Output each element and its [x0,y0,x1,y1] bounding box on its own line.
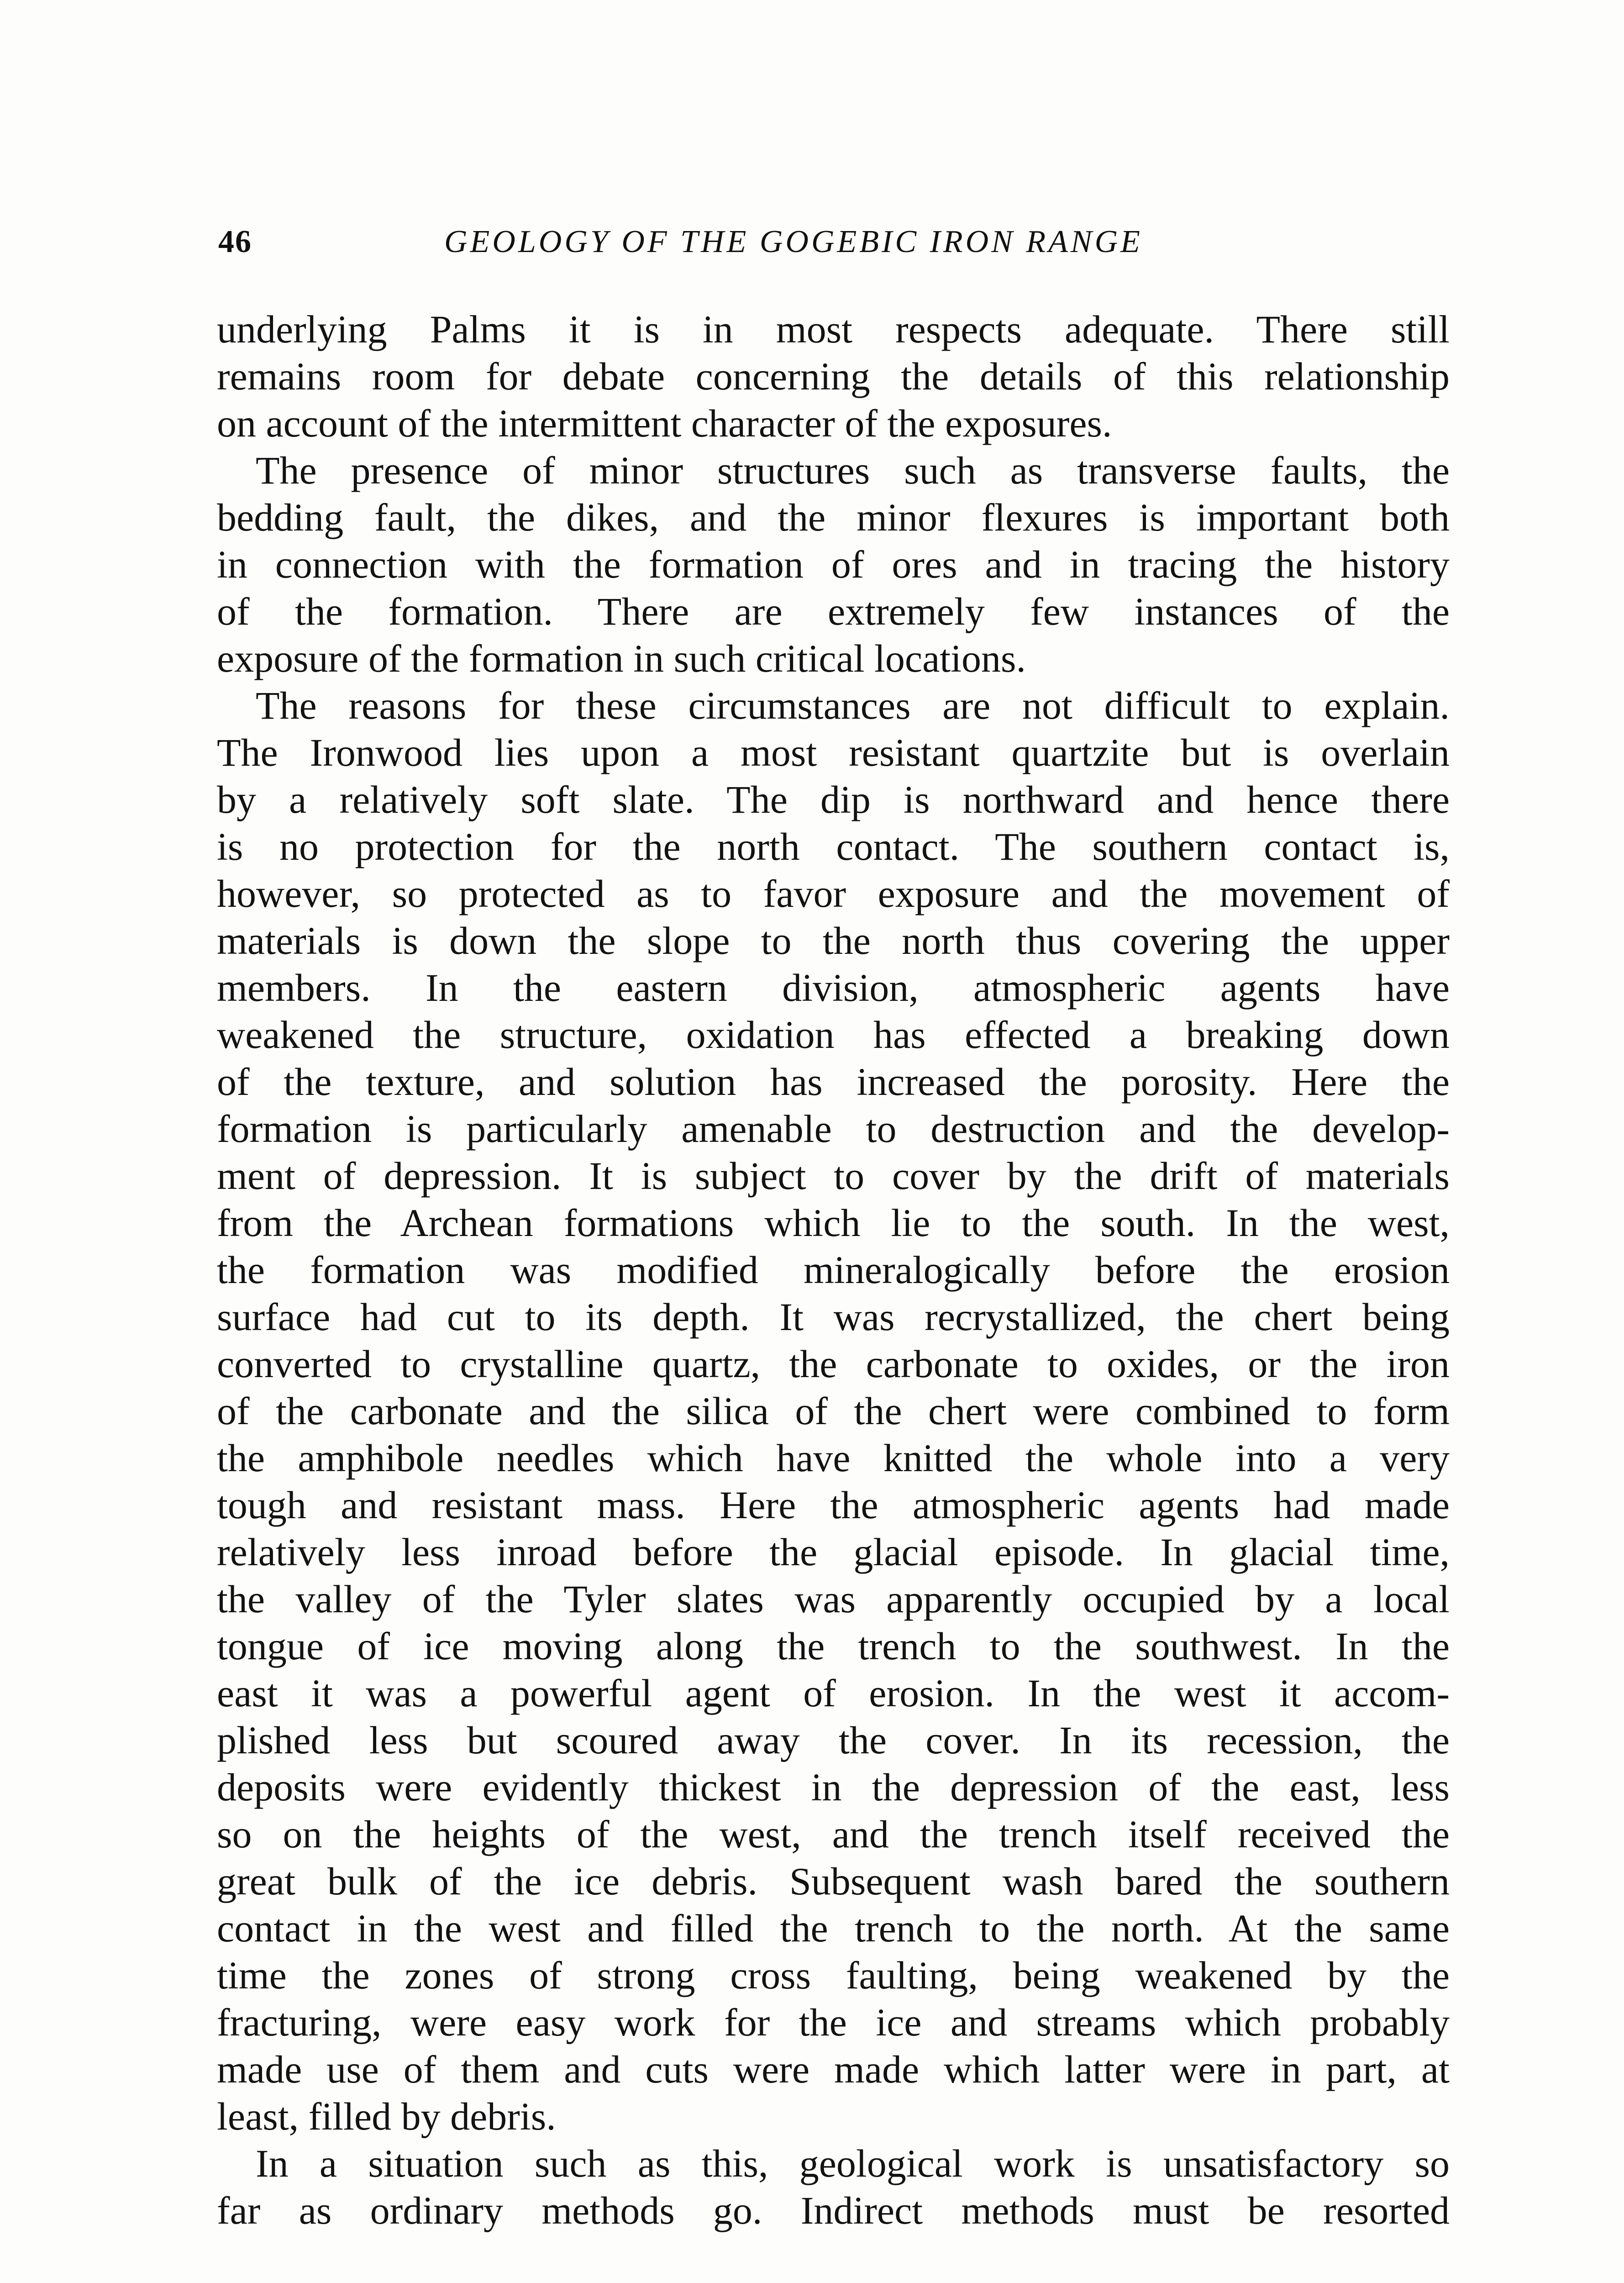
text-line: far as ordinary methods go. Indirect methods must be resorted [217,2188,1450,2232]
paragraph-2 [217,447,1450,682]
text-line: so on the heights of the west, and the trench itself received the [217,1812,1450,1856]
text-line: materials is down the slope to the north thus covering the upper [217,919,1450,963]
text-line: exposure of the formation in such critical locations. [217,637,1026,680]
text-line: from the Archean formations which lie to the south. In the west, [217,1201,1450,1245]
text-line: surface had cut to its depth. It was recrystallized, the chert being [217,1295,1450,1339]
text-line: the valley of the Tyler slates was apparently occupied by a local [217,1577,1450,1621]
text-line: weakened the structure, oxidation has effected a breaking down [217,1013,1450,1057]
running-title: GEOLOGY OF THE GOGEBIC IRON RANGE [444,224,1143,259]
text-line: of the formation. There are extremely few instances of the [217,589,1450,633]
page-number: 46 [218,224,252,259]
text-line: The Ironwood lies upon a most resistant quartzite but is overlain [217,731,1450,774]
paragraph-3 [217,682,1450,2140]
body-text [217,306,1450,2234]
text-line: The reasons for these circumstances are not difficult to explain. [256,684,1450,727]
text-line: tough and resistant mass. Here the atmospheric agents had made [217,1483,1450,1527]
text-line: In a situation such as this, geological work is unsatisfactory so [256,2141,1450,2185]
text-line: tongue of ice moving along the trench to the southwest. In the [217,1624,1450,1668]
text-line: remains room for debate concerning the details of this relationship [217,354,1450,398]
text-line: by a relatively soft slate. The dip is northward and hence there [217,778,1450,821]
text-line: contact in the west and filled the trench to the north. At the same [217,1906,1450,1950]
text-line: of the texture, and solution has increased the porosity. Here the [217,1060,1450,1104]
text-line: plished less but scoured away the cover. In its recession, the [217,1718,1450,1762]
text-line: made use of them and cuts were made which latter were in part, at [217,2047,1450,2091]
text-line: underlying Palms it is in most respects adequate. There still [217,307,1450,351]
text-line: ment of depression. It is subject to cover by the drift of materials [217,1154,1450,1198]
paragraph-1 [217,306,1450,447]
text-line: The presence of minor structures such as transverse faults, the [256,448,1450,492]
text-line: converted to crystalline quartz, the carbonate to oxides, or the iron [217,1342,1450,1386]
paragraph-4 [217,2140,1450,2234]
text-line: members. In the eastern division, atmospheric agents have [217,966,1450,1010]
text-line: the formation was modified mineralogically before the erosion [217,1248,1450,1292]
text-line: relatively less inroad before the glacial episode. In glacial time, [217,1530,1450,1574]
text-line: fracturing, were easy work for the ice and streams which probably [217,2000,1450,2044]
text-line: bedding fault, the dikes, and the minor flexures is important both [217,495,1450,539]
text-line: formation is particularly amenable to destruction and the develop- [217,1107,1450,1151]
text-line: deposits were evidently thickest in the depression of the east, less [217,1765,1450,1809]
text-line: the amphibole needles which have knitted the whole into a very [217,1436,1450,1480]
text-line: however, so protected as to favor exposure and the movement of [217,872,1450,915]
text-line: east it was a powerful agent of erosion. In the west it accom- [217,1671,1450,1715]
text-line: in connection with the formation of ores and in tracing the history [217,542,1450,586]
running-head [218,224,1268,274]
text-line: great bulk of the ice debris. Subsequent wash bared the southern [217,1859,1450,1903]
text-line: of the carbonate and the silica of the chert were combined to form [217,1389,1450,1433]
text-line: least, filled by debris. [217,2094,556,2138]
text-line: is no protection for the north contact. The southern contact is, [217,825,1450,868]
text-line: time the zones of strong cross faulting, being weakened by the [217,1953,1450,1997]
text-line: on account of the intermittent character of the exposures. [217,401,1112,445]
